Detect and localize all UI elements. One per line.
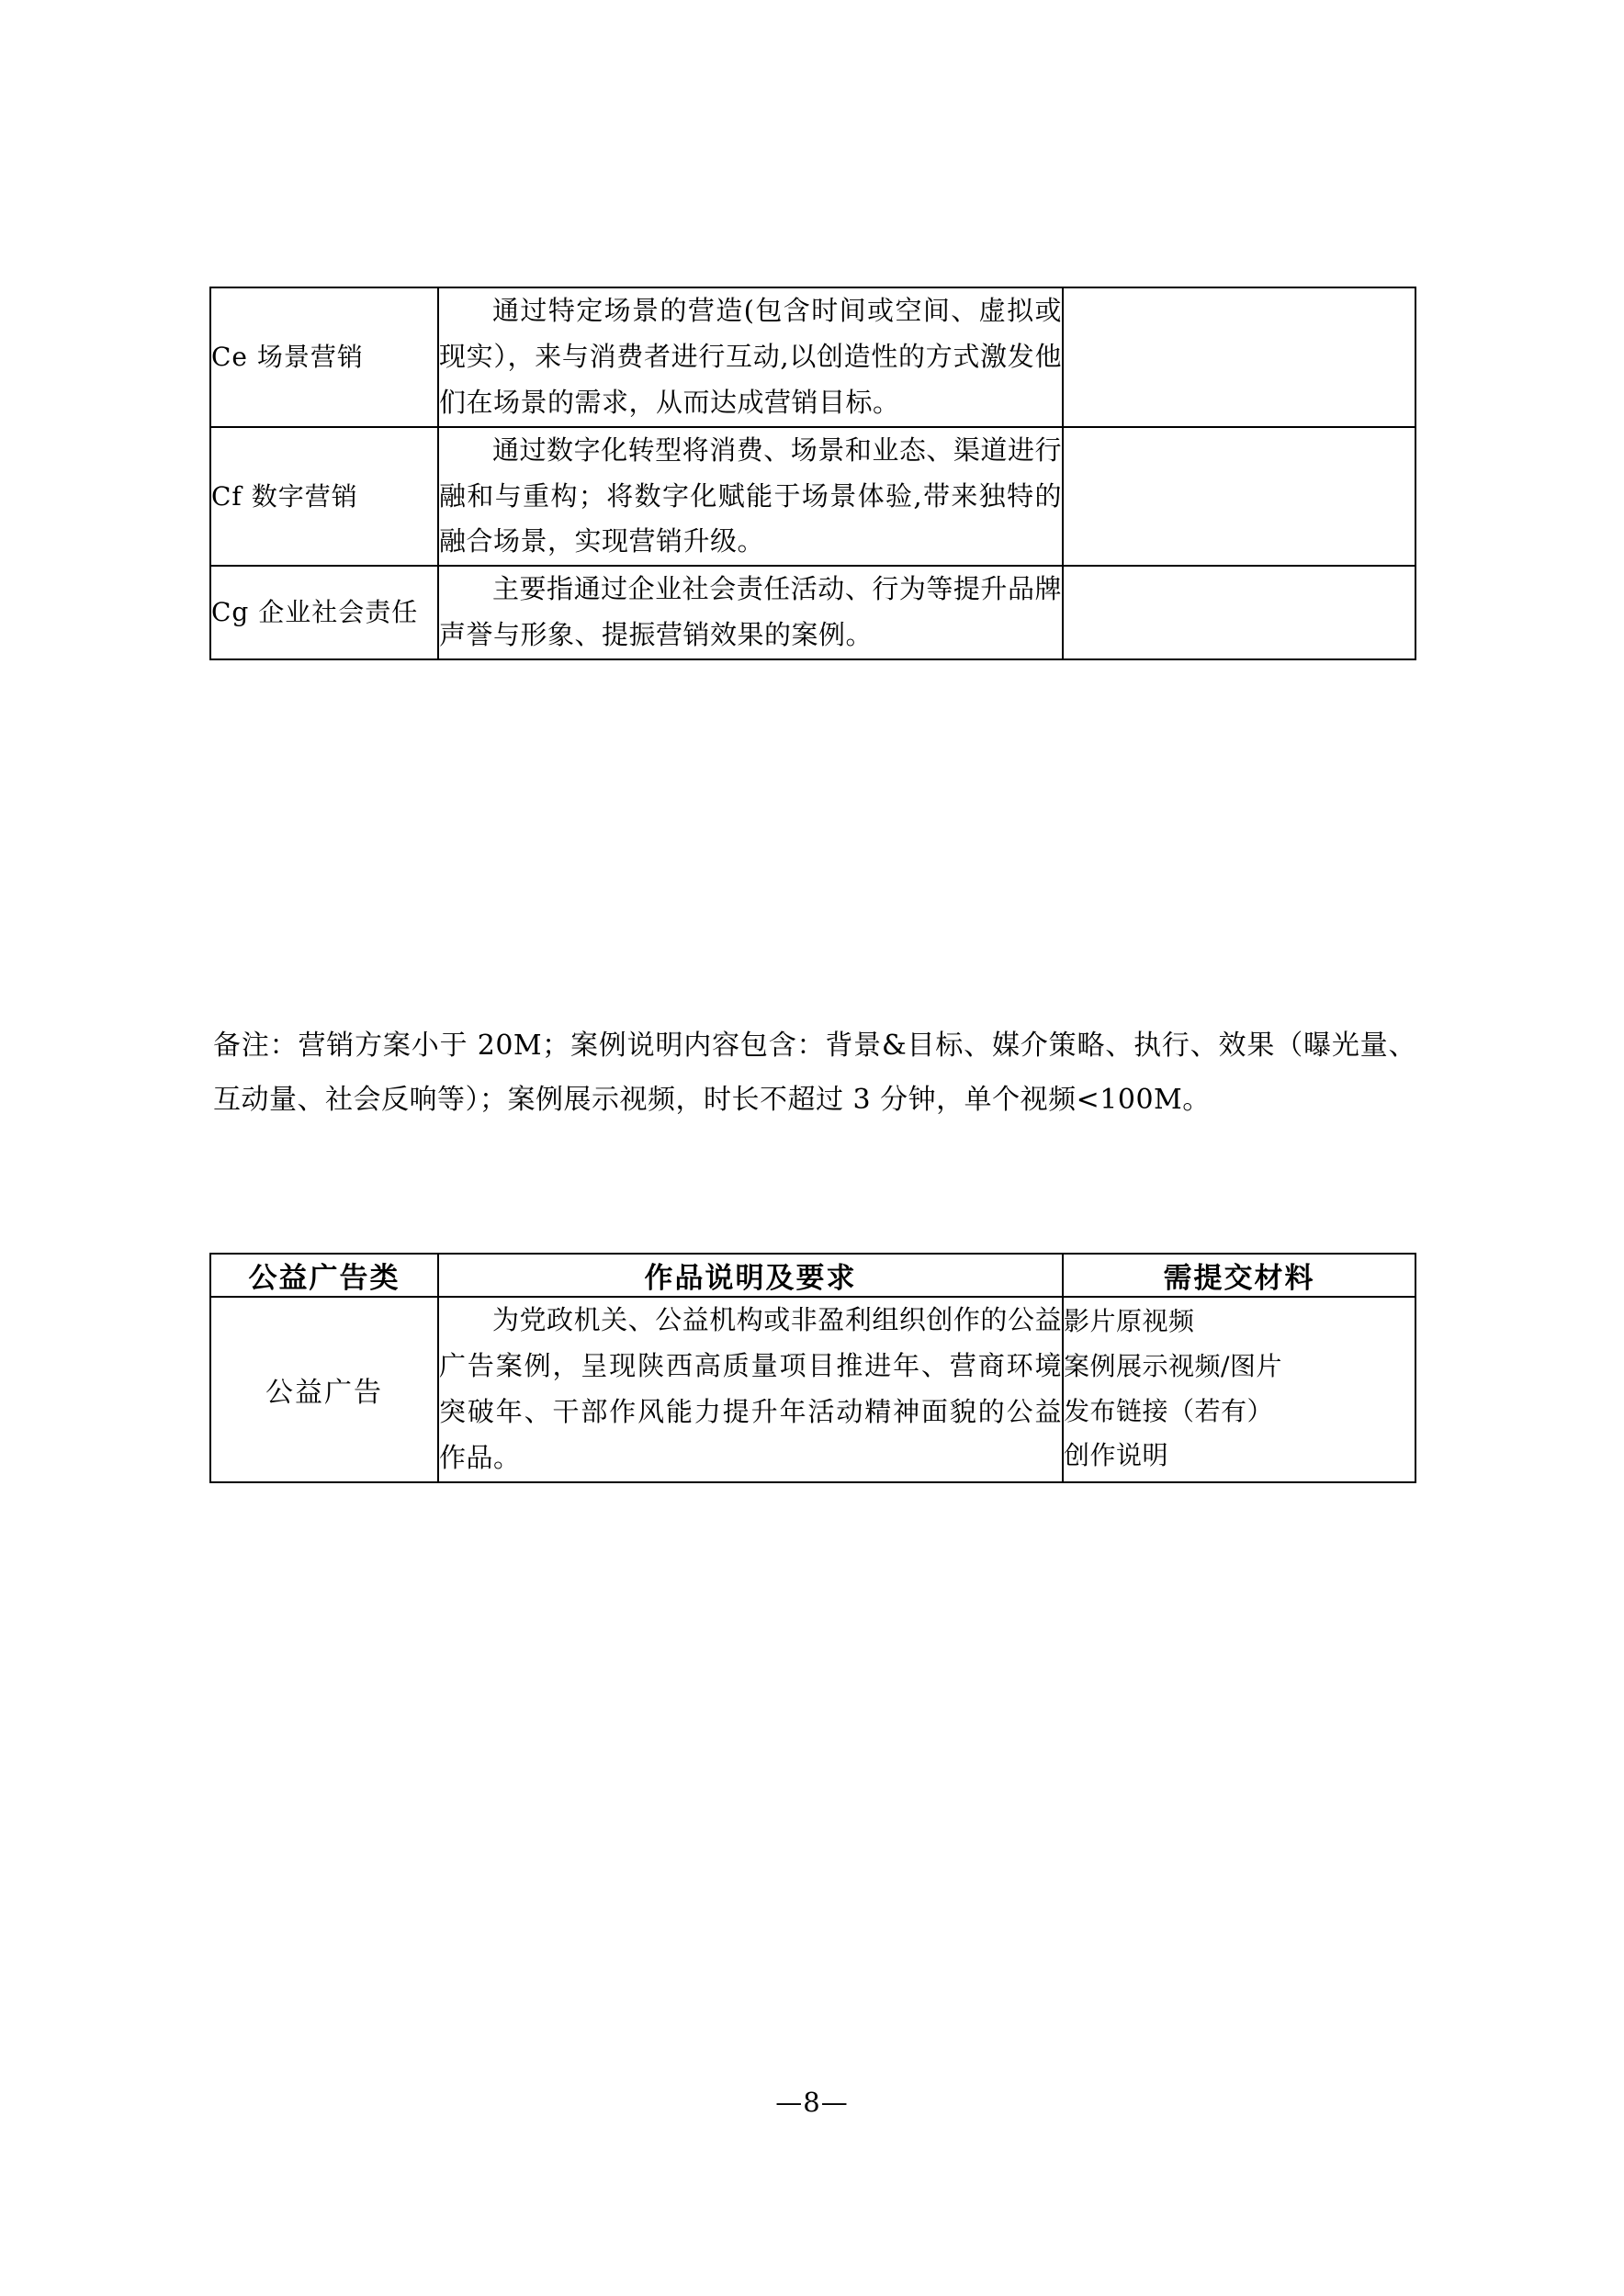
column-header-category: 公益广告类 xyxy=(210,1254,438,1297)
description-text: 为党政机关、公益机构或非盈利组织创作的公益广告案例，呈现陕西高质量项目推进年、营商环境突破年、干部作风能力提升年活动精神面貌的公益作品。 xyxy=(439,1304,1062,1473)
material-item: 影片原视频 xyxy=(1064,1306,1195,1337)
category-cell: Ce 场景营销 xyxy=(210,287,438,427)
description-cell xyxy=(438,1297,1063,1482)
materials-cell xyxy=(1063,1297,1415,1482)
note-paragraph: 备注：营销方案小于 20M；案例说明内容包含：背景&目标、媒介策略、执行、效果（曝光量、互动量、社会反响等）；案例展示视频，时长不超过 3 分钟，单个视频<100M。 xyxy=(213,1030,1416,1116)
description-text: 主要指通过企业社会责任活动、行为等提升品牌声誉与形象、提振营销效果的案例。 xyxy=(439,573,1062,651)
public-service-ad-table xyxy=(209,1253,1416,1483)
materials-cell xyxy=(1063,427,1415,567)
column-header-description: 作品说明及要求 xyxy=(438,1254,1063,1297)
description-text: 通过特定场景的营造(包含时间或空间、虚拟或现实），来与消费者进行互动,以创造性的方式激发他们在场景的需求，从而达成营销目标。 xyxy=(439,295,1062,418)
category-cell: Cg 企业社会责任 xyxy=(210,566,438,659)
material-item: 创作说明 xyxy=(1064,1440,1169,1471)
category-cell: 公益广告 xyxy=(210,1297,438,1482)
description-text: 通过数字化转型将消费、场景和业态、渠道进行融和与重构；将数字化赋能于场景体验,带来独特的融合场景，实现营销升级。 xyxy=(439,433,1062,557)
materials-cell xyxy=(1063,566,1415,659)
page-number: —8— xyxy=(775,2087,849,2118)
table-row xyxy=(210,1297,1415,1482)
description-cell xyxy=(438,566,1063,659)
table-row xyxy=(210,427,1415,567)
column-header-materials: 需提交材料 xyxy=(1063,1254,1415,1297)
materials-cell xyxy=(1063,287,1415,427)
category-cell: Cf 数字营销 xyxy=(210,427,438,567)
material-item: 案例展示视频/图片 xyxy=(1064,1351,1282,1382)
marketing-category-table xyxy=(209,287,1416,660)
table-row xyxy=(210,287,1415,427)
description-cell xyxy=(438,427,1063,567)
material-item: 发布链接（若有） xyxy=(1064,1395,1274,1426)
table-row xyxy=(210,566,1415,659)
description-cell xyxy=(438,287,1063,427)
table-header-row xyxy=(210,1254,1415,1297)
